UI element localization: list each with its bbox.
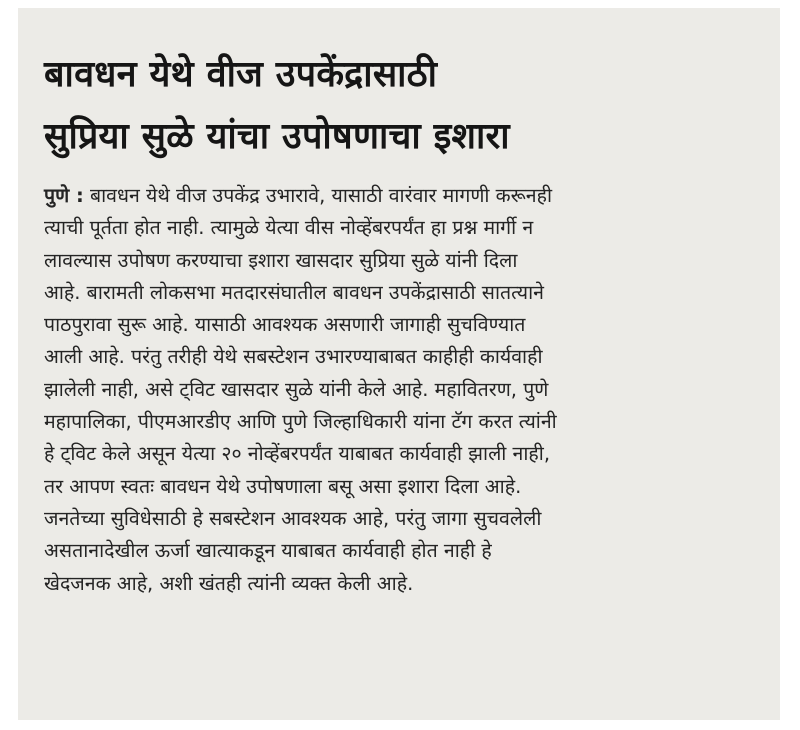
article-body <box>44 180 756 600</box>
headline-line-2: सुप्रिया सुळे यांचा उपोषणाचा इशारा <box>44 116 510 157</box>
dateline: पुणे : <box>44 184 84 207</box>
first-line-text: बावधन येथे वीज उपकेंद्र उभारावे, यासाठी वारंवार मागणी करूनही <box>83 184 553 207</box>
body-line-7: झालेली नाही, असे ट्विट खासदार सुळे यांनी केले आहे. महावितरण, पुणे <box>44 377 549 401</box>
headline <box>44 44 756 168</box>
news-clipping <box>18 8 780 720</box>
body-line-5: पाठपुरावा सुरू आहे. यासाठी आवश्यक असणारी जागाही सुचविण्यात <box>44 313 526 337</box>
body-line-3: लावल्यास उपोषण करण्याचा इशारा खासदार सुप्रिया सुळे यांनी दिला <box>44 248 518 272</box>
headline-line-1: बावधन येथे वीज उपकेंद्रासाठी <box>44 54 438 95</box>
body-line-12: असतानादेखील ऊर्जा खात्याकडून याबाबत कार्यवाही होत नाही हे <box>44 539 492 563</box>
body-line-4: आहे. बारामती लोकसभा मतदारसंघातील बावधन उपकेंद्रासाठी सातत्याने <box>44 280 544 304</box>
body-line-1 <box>44 180 756 212</box>
body-line-9: हे ट्विट केले असून येत्या २० नोव्हेंबरपर्यंत याबाबत कार्यवाही झाली नाही, <box>44 442 551 466</box>
body-line-13: खेदजनक आहे, अशी खंतही त्यांनी व्यक्त केली आहे. <box>44 571 414 595</box>
body-line-10: तर आपण स्वतः बावधन येथे उपोषणाला बसू असा इशारा दिला आहे. <box>44 474 522 498</box>
body-line-8: महापालिका, पीएमआरडीए आणि पुणे जिल्हाधिकारी यांना टॅग करत त्यांनी <box>44 410 557 434</box>
body-line-6: आली आहे. परंतु तरीही येथे सबस्टेशन उभारण्याबाबत काहीही कार्यवाही <box>44 345 543 369</box>
body-line-2: त्याची पूर्तता होत नाही. त्यामुळे येत्या वीस नोव्हेंबरपर्यंत हा प्रश्न मार्गी न <box>44 216 534 240</box>
body-line-11: जनतेच्या सुविधेसाठी हे सबस्टेशन आवश्यक आहे, परंतु जागा सुचवलेली <box>44 506 542 530</box>
